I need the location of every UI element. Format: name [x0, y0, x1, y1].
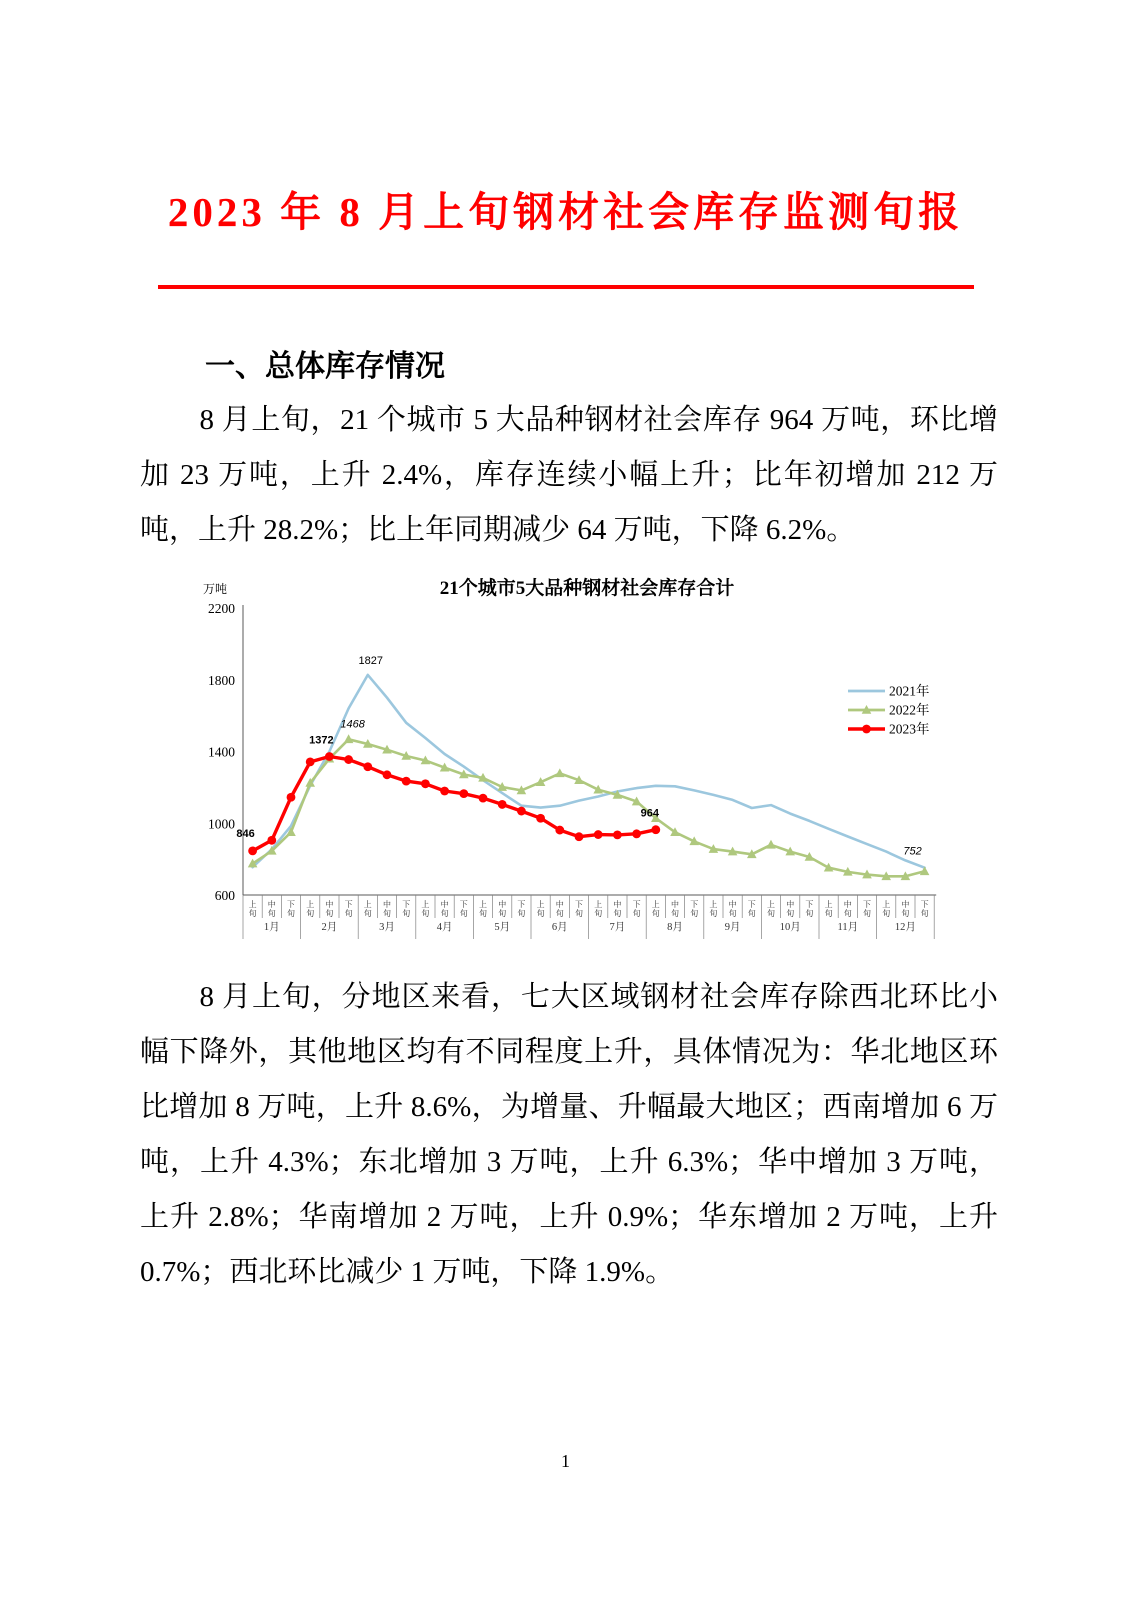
svg-text:下: 下: [690, 900, 699, 910]
x-tick-label: [306, 899, 314, 918]
month-label: 3月: [379, 922, 395, 934]
page-title: 2023 年 8 月上旬钢材社会库存监测旬报: [167, 189, 964, 235]
data-label: 752: [903, 845, 922, 858]
series-marker-circle: [536, 814, 545, 823]
x-tick-label: [383, 899, 391, 918]
series-marker-circle: [402, 777, 411, 786]
x-tick-label: [268, 899, 276, 918]
series-marker-circle: [479, 794, 488, 803]
x-tick-label: [748, 900, 756, 918]
series-marker-circle: [344, 755, 353, 764]
svg-text:旬: 旬: [671, 909, 679, 919]
data-label: 1468: [340, 718, 365, 731]
svg-text:旬: 旬: [479, 909, 487, 919]
x-tick-label: [421, 899, 429, 918]
svg-text:上: 上: [594, 900, 603, 910]
x-tick-label: [652, 899, 660, 918]
svg-text:旬: 旬: [325, 909, 334, 919]
x-tick-label: [690, 900, 698, 918]
x-tick-label: [498, 899, 506, 918]
x-tick-label: [575, 900, 583, 918]
x-tick-label: [537, 899, 545, 918]
svg-text:上: 上: [824, 900, 833, 910]
series-marker-circle: [440, 787, 449, 796]
svg-text:旬: 旬: [498, 909, 507, 919]
paragraph-overall-inventory: 8 月上旬，21 个城市 5 大品种钢材社会库存 964 万吨，环比增加 23 万吨，上升 2.4%，库存连续小幅上升；比年初增加 212 万吨，上升 28.2%；比上年同期减少 64 万吨，下降 6.2%。: [140, 404, 998, 547]
series-marker-circle: [287, 793, 296, 802]
series-marker-circle: [306, 758, 315, 767]
svg-text:旬: 旬: [536, 909, 545, 919]
page-number: 1: [561, 1451, 570, 1471]
x-tick-label: [364, 899, 372, 918]
legend-label: 2023年: [889, 721, 930, 737]
x-tick-label: [844, 899, 852, 918]
x-tick-label: [767, 899, 775, 918]
series-marker-circle: [517, 807, 526, 816]
svg-text:旬: 旬: [690, 909, 699, 919]
x-tick-label: [729, 899, 737, 918]
x-tick-label: [325, 899, 333, 918]
x-tick-label: [863, 900, 871, 918]
svg-text:旬: 旬: [421, 909, 430, 919]
svg-text:中: 中: [325, 900, 334, 910]
legend-label: 2021年: [889, 683, 930, 699]
inventory-line-chart: [188, 570, 968, 962]
x-tick-label: [901, 899, 909, 918]
chart-svg: [188, 570, 968, 962]
svg-text:上: 上: [651, 900, 660, 910]
x-tick-label: [249, 899, 257, 918]
svg-text:旬: 旬: [651, 909, 660, 919]
month-label: 4月: [436, 922, 453, 934]
x-tick-label: [613, 899, 621, 918]
legend-label: 2022年: [889, 702, 930, 718]
svg-text:上: 上: [421, 900, 430, 910]
svg-text:旬: 旬: [344, 909, 353, 919]
y-tick-label: 600: [214, 888, 235, 904]
x-tick-label: [786, 899, 794, 918]
svg-text:中: 中: [843, 900, 852, 910]
svg-text:上: 上: [882, 900, 891, 910]
svg-text:旬: 旬: [920, 909, 929, 919]
svg-text:旬: 旬: [248, 909, 257, 919]
svg-text:旬: 旬: [267, 909, 276, 919]
series-marker-circle: [325, 752, 334, 761]
svg-text:旬: 旬: [824, 909, 833, 919]
x-tick-label: [805, 900, 813, 918]
svg-text:旬: 旬: [728, 909, 737, 919]
month-label: 1月: [263, 922, 280, 934]
series-marker-circle: [594, 830, 603, 839]
data-label: 846: [236, 828, 255, 841]
series-marker-circle: [383, 771, 392, 780]
y-tick-label: 2200: [208, 601, 235, 617]
month-label: 10月: [779, 922, 801, 934]
svg-text:下: 下: [517, 900, 526, 910]
svg-text:中: 中: [901, 900, 910, 910]
y-tick-label: 1800: [208, 672, 235, 688]
svg-text:旬: 旬: [287, 909, 295, 919]
title-underline: [158, 285, 974, 289]
data-label: 1372: [309, 734, 334, 747]
y-axis-unit-label: 万吨: [202, 582, 228, 597]
legend-marker-circle: [862, 725, 871, 734]
svg-text:上: 上: [363, 900, 372, 910]
x-tick-label: [402, 900, 410, 918]
x-tick-label: [556, 899, 564, 918]
month-label: 12月: [894, 922, 916, 934]
svg-text:旬: 旬: [363, 909, 372, 919]
svg-text:旬: 旬: [402, 909, 411, 919]
x-tick-label: [345, 900, 353, 918]
series-marker-circle: [421, 780, 430, 789]
svg-text:下: 下: [632, 900, 641, 910]
svg-text:上: 上: [536, 900, 545, 910]
svg-text:上: 上: [479, 900, 487, 910]
x-tick-label: [479, 899, 487, 918]
series-marker-circle: [248, 847, 257, 856]
svg-text:旬: 旬: [709, 909, 718, 919]
svg-text:旬: 旬: [306, 909, 315, 919]
svg-text:中: 中: [555, 900, 564, 910]
series-marker-circle: [267, 836, 276, 845]
svg-text:旬: 旬: [594, 909, 603, 919]
svg-text:下: 下: [287, 900, 295, 910]
paragraph-regional-inventory: 8 月上旬，分地区来看，七大区域钢材社会库存除西北环比小幅下降外，其他地区均有不同程度上升，具体情况为：华北地区环比增加 8 万吨，上升 8.6%，为增量、升幅最大地区；西南增加 6 万吨，上升 4.3%；东北增加 3 万吨，上升 6.3%；华中增加 3 万吨，上升 2.8%；华南增加 2 万吨，上升 0.9%；华东增加 2 万吨，上升 0.7%；西北环比减少 1 万吨，下降 1.9%。: [140, 981, 998, 1289]
svg-text:旬: 旬: [805, 909, 814, 919]
legend: [848, 683, 930, 737]
x-tick-label: [594, 899, 602, 918]
x-tick-label: [441, 899, 449, 918]
legend-item: [848, 721, 930, 737]
svg-text:中: 中: [671, 900, 679, 910]
series-marker-circle: [613, 831, 622, 840]
series-marker-circle: [555, 826, 564, 835]
y-tick-label: 1000: [208, 816, 235, 832]
svg-text:中: 中: [498, 900, 507, 910]
svg-text:中: 中: [728, 900, 737, 910]
svg-text:旬: 旬: [786, 909, 795, 919]
series-marker-triangle: [555, 769, 565, 778]
svg-text:上: 上: [248, 900, 257, 910]
x-tick-label: [633, 900, 641, 918]
series-marker-circle: [651, 825, 660, 834]
svg-text:中: 中: [383, 900, 391, 910]
x-tick-label: [517, 900, 525, 918]
series-marker-triangle: [344, 734, 354, 743]
svg-text:旬: 旬: [632, 909, 641, 919]
svg-text:旬: 旬: [440, 909, 449, 919]
chart-title: 21个城市5大品种钢材社会库存合计: [439, 578, 735, 600]
svg-text:旬: 旬: [459, 909, 468, 919]
svg-text:旬: 旬: [767, 909, 775, 919]
svg-text:上: 上: [306, 900, 315, 910]
svg-text:下: 下: [344, 900, 353, 910]
series-line-2021年: [253, 675, 925, 868]
svg-text:旬: 旬: [882, 909, 891, 919]
x-tick-label: [460, 900, 468, 918]
x-tick-label: [287, 900, 295, 918]
data-label: 964: [640, 807, 659, 820]
svg-text:旬: 旬: [843, 909, 852, 919]
month-label: 7月: [609, 922, 626, 934]
legend-item: [848, 702, 930, 718]
x-tick-label: [709, 899, 717, 918]
svg-text:下: 下: [402, 900, 411, 910]
svg-text:旬: 旬: [613, 909, 622, 919]
month-label: 5月: [494, 922, 511, 934]
svg-text:下: 下: [805, 900, 814, 910]
svg-text:下: 下: [747, 900, 756, 910]
svg-text:中: 中: [613, 900, 622, 910]
month-label: 11月: [837, 922, 859, 934]
svg-text:旬: 旬: [863, 909, 871, 919]
svg-text:下: 下: [575, 900, 583, 910]
svg-text:中: 中: [440, 900, 449, 910]
svg-text:下: 下: [863, 900, 871, 910]
data-label: 1827: [358, 655, 384, 668]
section-heading-overall-inventory: 一、总体库存情况: [205, 350, 445, 384]
svg-text:旬: 旬: [747, 909, 756, 919]
svg-text:上: 上: [767, 900, 775, 910]
series-marker-circle: [575, 832, 584, 841]
legend-item: [848, 683, 930, 699]
svg-text:中: 中: [786, 900, 795, 910]
document-body: [0, 347, 1131, 1300]
svg-text:下: 下: [920, 900, 929, 910]
x-tick-label: [921, 900, 929, 918]
x-tick-label: [825, 899, 833, 918]
y-tick-label: 1400: [208, 744, 235, 760]
svg-text:旬: 旬: [555, 909, 564, 919]
series-marker-triangle: [766, 840, 776, 849]
svg-text:旬: 旬: [901, 909, 910, 919]
series-marker-circle: [498, 800, 507, 809]
x-tick-label: [882, 899, 890, 918]
series-marker-circle: [459, 789, 468, 798]
svg-text:下: 下: [459, 900, 468, 910]
month-label: 9月: [724, 922, 741, 934]
series-marker-circle: [632, 830, 641, 839]
svg-text:上: 上: [709, 900, 718, 910]
x-tick-label: [671, 899, 679, 918]
series-marker-circle: [363, 763, 372, 772]
svg-text:旬: 旬: [575, 909, 583, 919]
month-label: 8月: [667, 922, 683, 934]
month-label: 6月: [551, 922, 568, 934]
svg-text:旬: 旬: [517, 909, 526, 919]
svg-text:旬: 旬: [383, 909, 391, 919]
svg-text:中: 中: [267, 900, 276, 910]
month-label: 2月: [321, 922, 338, 934]
